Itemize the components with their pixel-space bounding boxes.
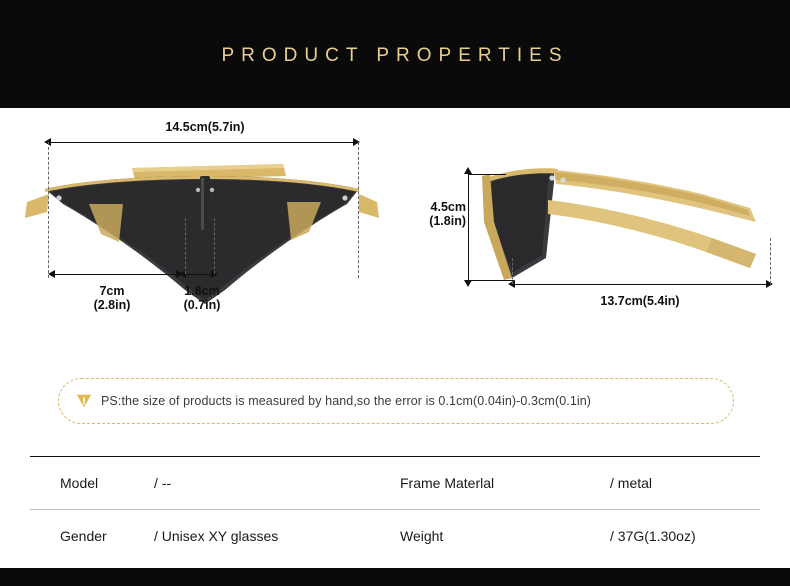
side-height-label-line1: 4.5cm: [430, 200, 466, 214]
spec-label-gender: Gender: [60, 528, 107, 544]
warning-triangle-icon: [75, 393, 93, 409]
temple-length-measure-line: [512, 284, 770, 285]
footer-bar: [0, 568, 790, 586]
bridge-width-label-line1: 1.8cm: [184, 284, 220, 298]
lens-width-label-line1: 7cm: [99, 284, 125, 298]
bridge-tick-right: [214, 218, 216, 274]
spec-label-model: Model: [60, 475, 99, 491]
table-row: [30, 457, 760, 509]
spec-value-weight: / 37G(1.30oz): [610, 528, 696, 544]
side-height-label: [404, 200, 466, 229]
table-row: [30, 510, 760, 562]
side-view-illustration: [450, 160, 780, 310]
spec-value-gender: / Unisex XY glasses: [154, 528, 279, 544]
spec-value-frame-material: / metal: [610, 475, 653, 491]
page-title: PRODUCT PROPERTIES: [221, 45, 569, 66]
dimension-diagram: [0, 108, 790, 368]
spec-label-weight: Weight: [400, 528, 444, 544]
front-width-tick-right: [358, 142, 360, 278]
header-banner: [0, 0, 790, 108]
spec-value-model: / --: [154, 475, 172, 491]
lens-width-label: [62, 284, 162, 313]
temple-length-label: 13.7cm(5.4in): [600, 294, 680, 308]
bridge-width-label: [156, 284, 248, 313]
bridge-width-label-line2: (0.7in): [183, 298, 221, 313]
lens-width-arrow-left: [48, 270, 55, 278]
side-height-arrow-down: [464, 280, 472, 287]
front-width-measure-line: [48, 142, 358, 143]
side-height-arrow-up: [464, 167, 472, 174]
measurement-note-text: PS:the size of products is measured by hand,so the error is 0.1cm(0.04in)-0.3cm(0.1in): [101, 394, 592, 408]
bridge-tick-left: [185, 218, 187, 274]
spec-table: [30, 456, 760, 562]
front-width-tick-left: [48, 142, 50, 278]
temple-tick-right: [770, 238, 772, 284]
spec-label-frame-material: Frame Materlal: [400, 475, 495, 491]
side-height-measure-line: [468, 174, 469, 280]
measurement-note: [58, 378, 734, 424]
lens-width-label-line2: (2.8in): [93, 298, 131, 313]
lens-width-measure-line: [52, 274, 180, 275]
side-height-label-line2: (1.8in): [429, 214, 466, 229]
side-height-tick-top: [468, 174, 506, 175]
front-width-label: 14.5cm(5.7in): [165, 120, 245, 134]
temple-tick-left: [512, 258, 514, 284]
